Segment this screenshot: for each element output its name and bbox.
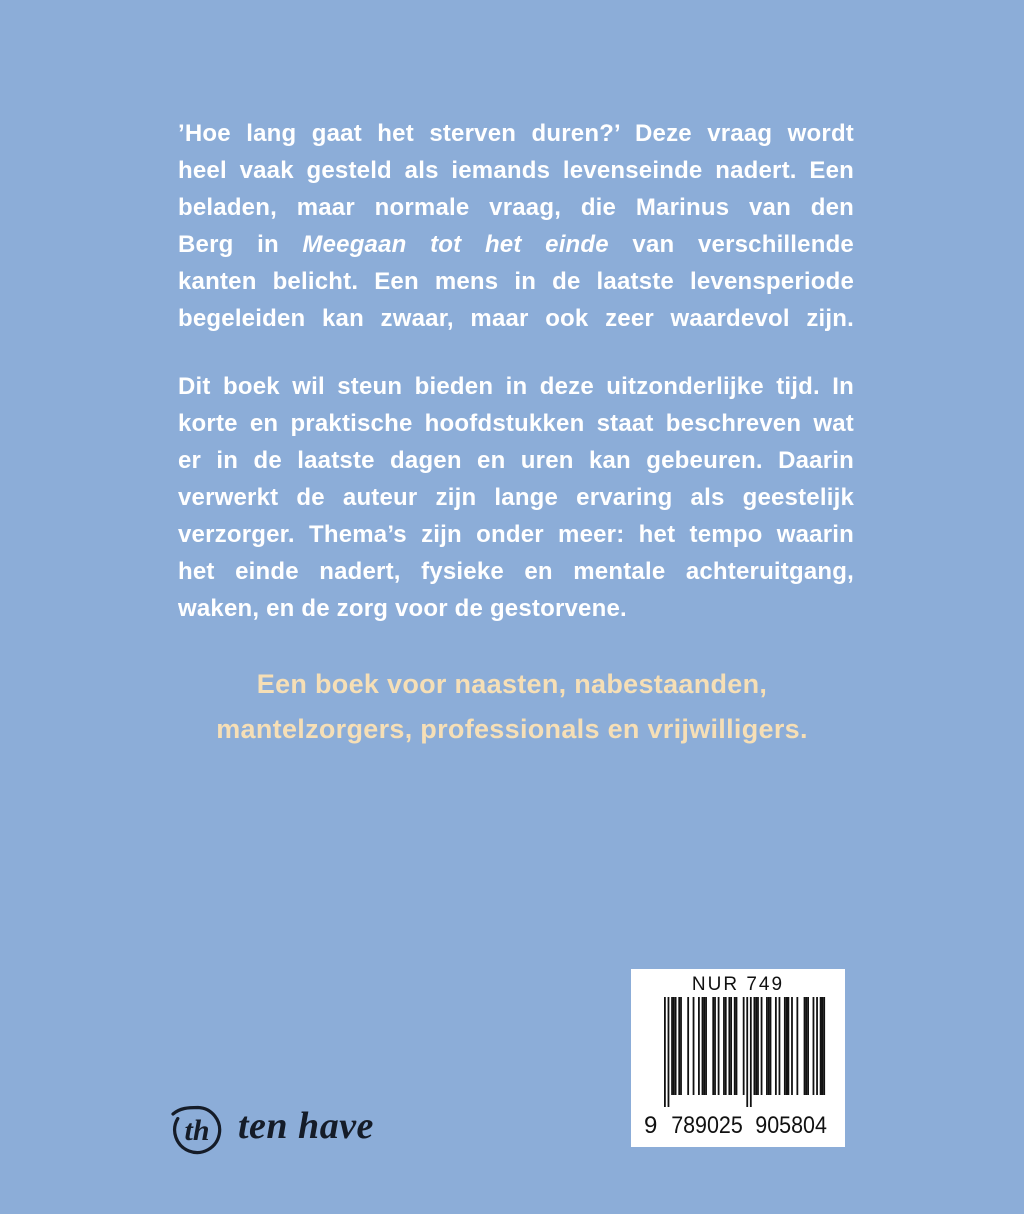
text-run: kanten belicht. Een mens in de laatste levensperiode — [178, 268, 854, 295]
text-run: Berg in — [178, 231, 303, 258]
text-line — [178, 300, 854, 337]
text-line — [178, 263, 854, 300]
text-run: beladen, maar normale vraag, die Marinus van den — [178, 194, 854, 221]
text-line — [178, 553, 854, 590]
text-run: ’Hoe lang gaat het sterven duren?’ Deze vraag wordt — [178, 120, 854, 147]
text-line — [178, 152, 854, 189]
text-run: heel vaak gesteld als iemands levenseinde nadert. Een — [178, 157, 854, 184]
book-title-italic: Meegaan tot het einde — [302, 231, 609, 258]
text-line — [178, 226, 854, 263]
text-line — [178, 479, 854, 516]
text-line — [170, 662, 854, 707]
text-line — [178, 590, 854, 627]
blurb-paragraph-1 — [178, 115, 854, 337]
text-run: verwerkt de auteur zijn lange ervaring als geestelijk — [178, 484, 854, 511]
text-line — [178, 442, 854, 479]
text-run: korte en praktische hoofdstukken staat beschreven wat — [178, 410, 854, 437]
publisher-logo — [170, 1100, 374, 1158]
barcode-panel — [631, 969, 845, 1147]
text-run: er in de laatste dagen en uren kan gebeuren. Daarin — [178, 447, 854, 474]
text-line — [178, 115, 854, 152]
ten-have-monogram-icon — [170, 1100, 226, 1158]
text-run: begeleiden kan zwaar, maar ook zeer waardevol zijn. — [178, 305, 854, 332]
monogram-text: th — [184, 1114, 210, 1147]
text-line — [178, 516, 854, 553]
ean13-barcode-icon — [636, 995, 840, 1141]
text-run: verzorger. Thema’s zijn onder meer: het tempo waarin — [178, 521, 854, 548]
svg-text:789025: 789025 — [671, 1112, 743, 1139]
text-run: Dit boek wil steun bieden in deze uitzonderlijke tijd. In — [178, 373, 854, 400]
text-run: het einde nadert, fysieke en mentale achteruitgang, — [178, 558, 854, 585]
text-run: van verschillende — [608, 231, 854, 258]
text-run: Een boek voor naasten, nabestaanden, — [256, 669, 768, 699]
text-run: mantelzorgers, professionals en vrijwilligers. — [216, 714, 808, 744]
audience-note — [170, 662, 854, 752]
blurb-paragraph-2 — [178, 368, 854, 627]
publisher-name: ten have — [238, 1105, 374, 1147]
text-line — [170, 707, 854, 752]
svg-text:9: 9 — [644, 1112, 658, 1139]
svg-text:905804: 905804 — [755, 1112, 827, 1139]
text-line — [178, 189, 854, 226]
text-line — [178, 368, 854, 405]
nur-label: NUR 749 — [691, 974, 785, 995]
text-line — [178, 405, 854, 442]
text-run: waken, en de zorg voor de gestorvene. — [178, 595, 627, 622]
